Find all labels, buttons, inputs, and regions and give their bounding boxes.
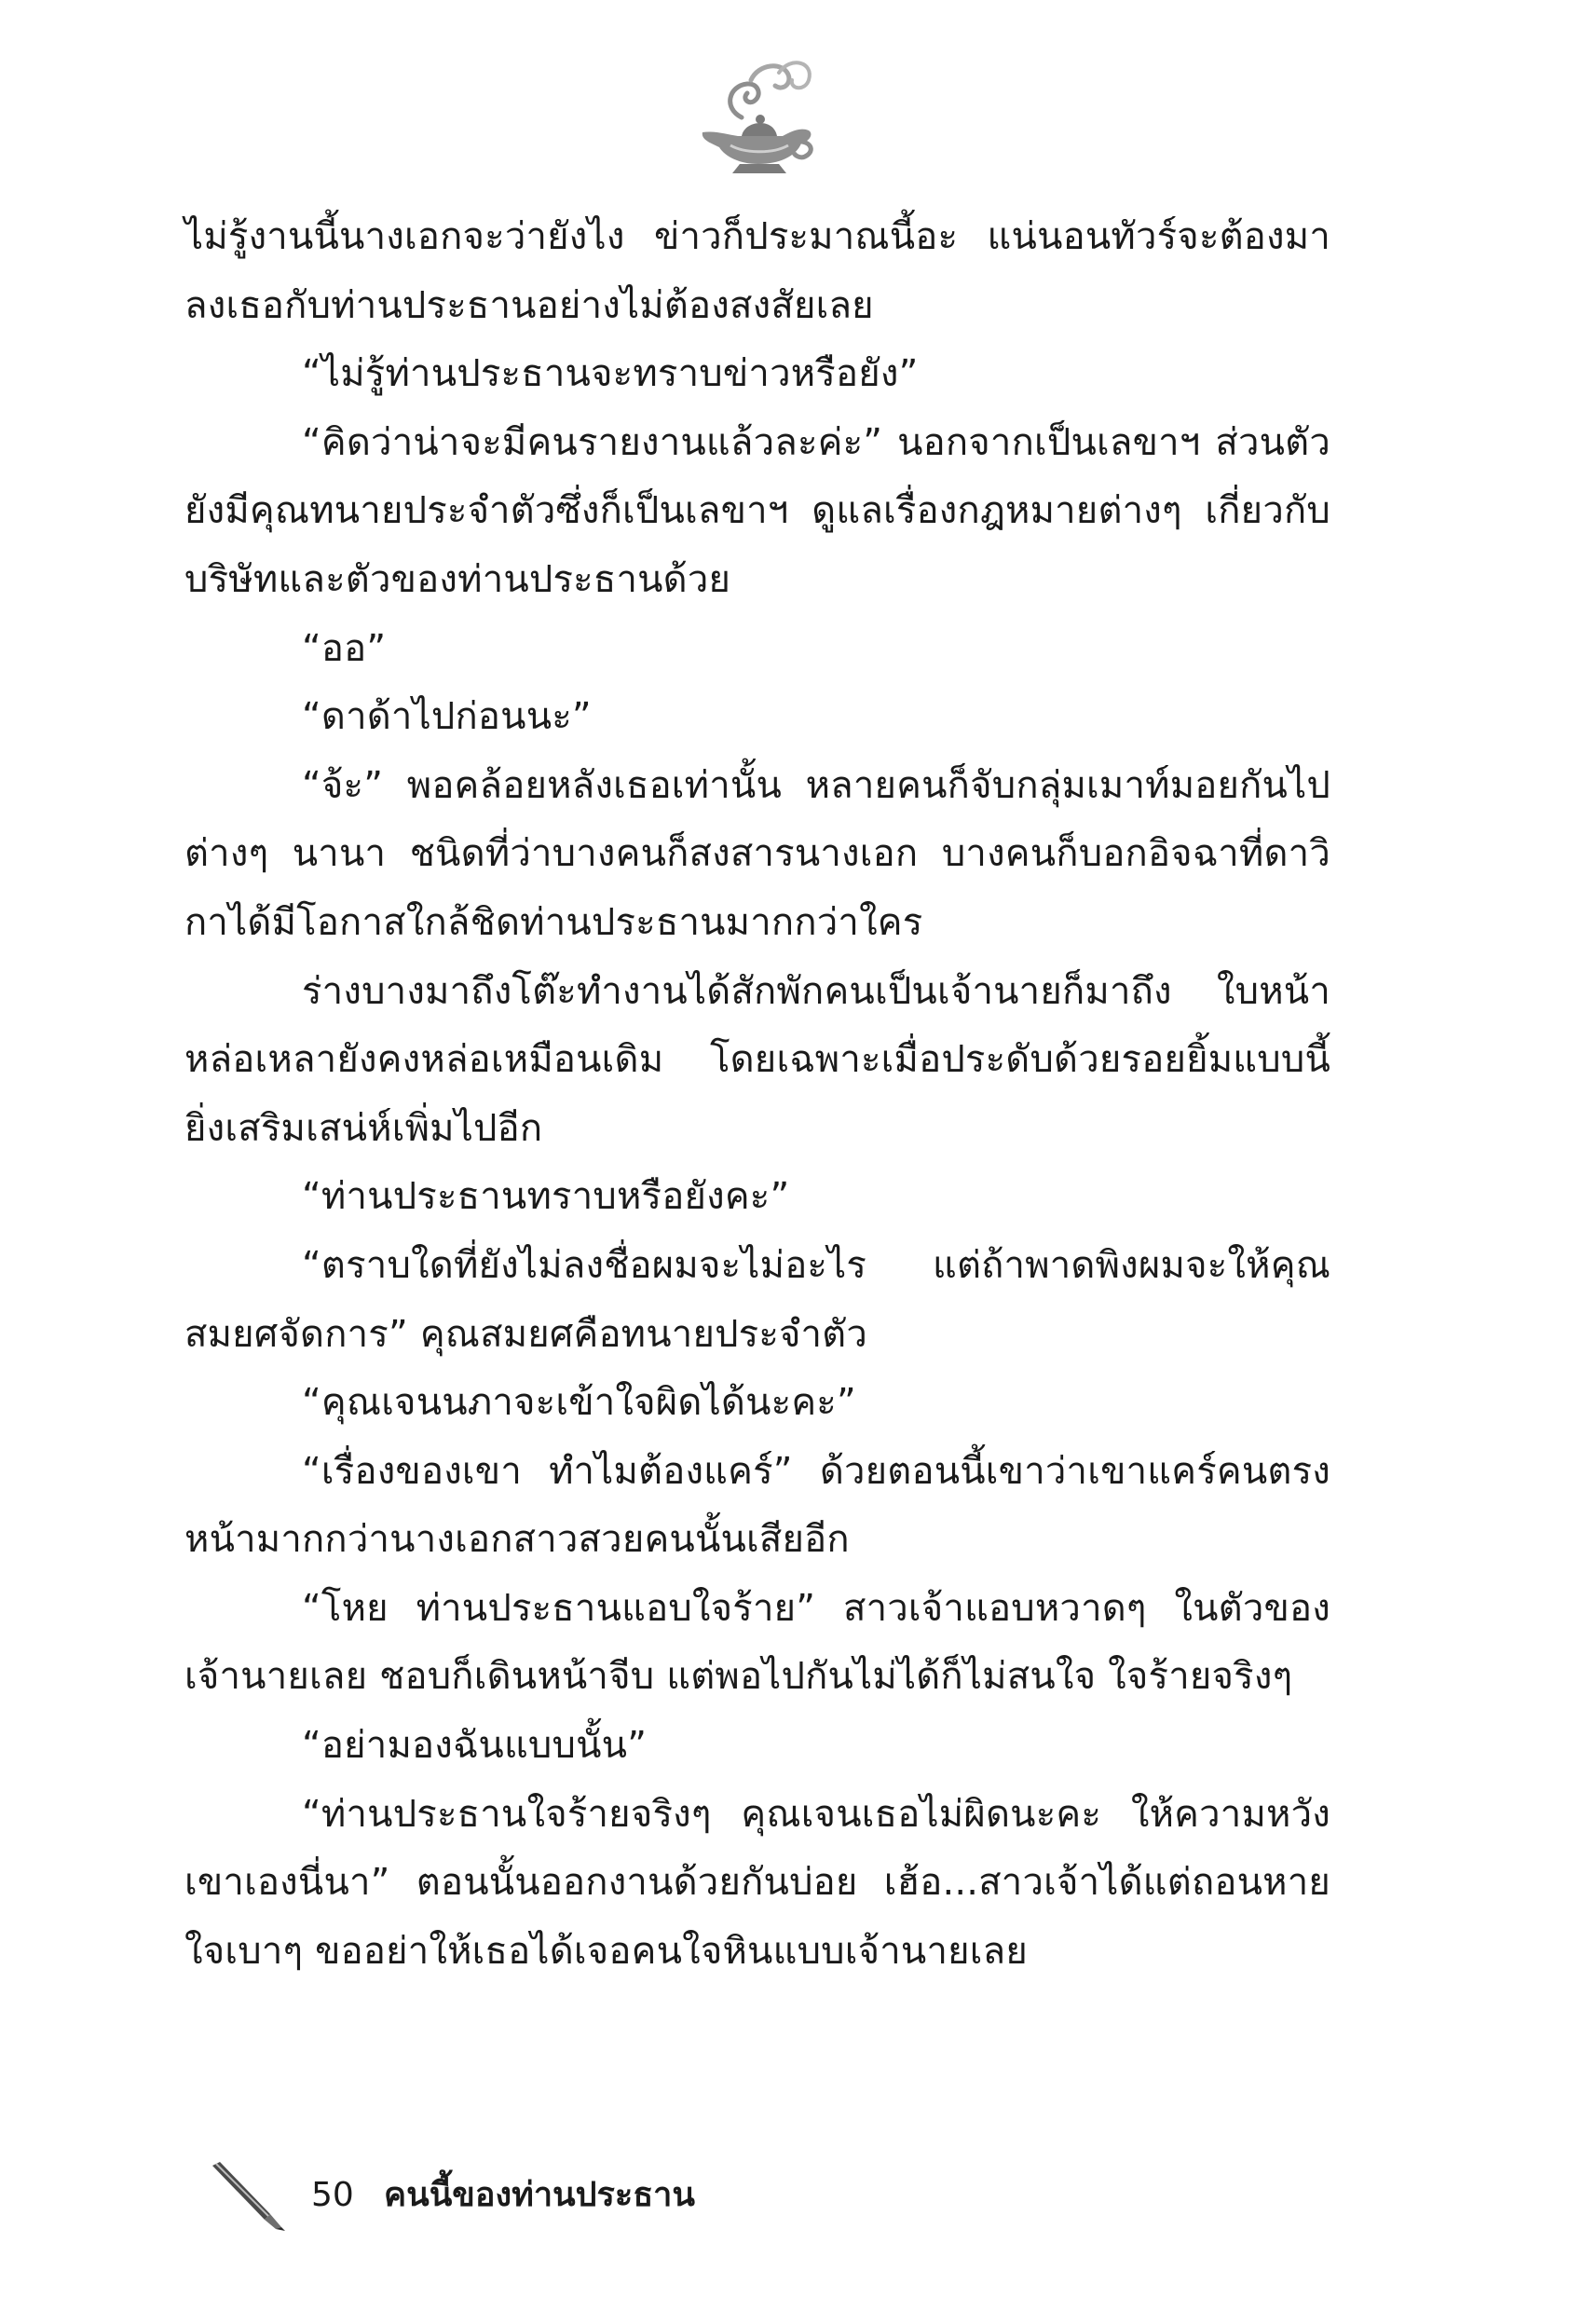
fountain-pen-icon: [209, 2160, 287, 2231]
page-body: [184, 203, 1330, 1973]
paragraph: “ดาด้าไปก่อนนะ”: [302, 695, 592, 739]
paragraph: “ไม่รู้ท่านประธานจะทราบข่าวหรือยัง”: [302, 352, 919, 396]
page-number: 50: [311, 2176, 354, 2214]
paragraph: “เรื่องของเขา ทำไมต้องแคร์” ด้วยตอนนี้เขาว่าเขาแคร์คนตรงหน้ามากกว่านางเอกสาวสวยคนนั้นเสียอีก: [184, 1449, 1330, 1562]
genie-lamp-icon: [686, 52, 824, 179]
paragraph: “ท่านประธานทราบหรือยังคะ”: [302, 1175, 790, 1219]
paragraph: “อย่ามองฉันแบบนั้น”: [302, 1724, 648, 1768]
paragraph: “คุณเจนนภาจะเข้าใจผิดได้นะคะ”: [302, 1381, 856, 1425]
paragraph: “คิดว่าน่าจะมีคนรายงานแล้วละค่ะ” นอกจากเป็นเลขาฯ ส่วนตัวยังมีคุณทนายประจำตัวซึ่งก็เป็นเลขาฯ ดูแลเรื่องกฎหมายต่างๆ เกี่ยวกับบริษัทและตัวของท่านประธานด้วย: [184, 420, 1330, 601]
book-title: คนนี้ของท่านประธาน: [384, 2176, 695, 2214]
paragraph: “ตราบใดที่ยังไม่ลงชื่อผมจะไม่อะไร แต่ถ้าพาดพิงผมจะให้คุณสมยศจัดการ” คุณสมยศคือทนายประจำตัว: [184, 1243, 1330, 1356]
paragraph: “โหย ท่านประธานแอบใจร้าย” สาวเจ้าแอบหวาดๆ ในตัวของเจ้านายเลย ชอบก็เดินหน้าจีบ แต่พอไปกันไม่ได้ก็ไม่สนใจ ใจร้ายจริงๆ: [184, 1586, 1330, 1699]
paragraph: ร่างบางมาถึงโต๊ะทำงานได้สักพักคนเป็นเจ้านายก็มาถึง ใบหน้าหล่อเหลายังคงหล่อเหมือนเดิม โดยเฉพาะเมื่อประดับด้วยรอยยิ้มแบบนี้ยิ่งเสริมเสน่ห์เพิ่มไปอีก: [184, 969, 1330, 1150]
paragraph: “ออ”: [302, 626, 387, 670]
paragraph: “จ้ะ” พอคล้อยหลังเธอเท่านั้น หลายคนก็จับกลุ่มเมาท์มอยกันไปต่างๆ นานา ชนิดที่ว่าบางคนก็สงสารนางเอก บางคนก็บอกอิจฉาที่ดาวิกาได้มีโอกาสใกล้ชิดท่านประธานมากกว่าใคร: [184, 763, 1330, 944]
page-footer: [209, 2160, 1047, 2231]
paragraph: ไม่รู้งานนี้นางเอกจะว่ายังไง ข่าวก็ประมาณนี้อะ แน่นอนทัวร์จะต้องมาลงเธอกับท่านประธานอย่างไม่ต้องสงสัยเลย: [184, 215, 1330, 327]
paragraph: “ท่านประธานใจร้ายจริงๆ คุณเจนเธอไม่ผิดนะคะ ให้ความหวังเขาเองนี่นา” ตอนนั้นออกงานด้วยกันบ่อย เฮ้อ...สาวเจ้าได้แต่ถอนหายใจเบาๆ ขออย่าให้เธอได้เจอคนใจหินแบบเจ้านายเลย: [184, 1792, 1330, 1973]
